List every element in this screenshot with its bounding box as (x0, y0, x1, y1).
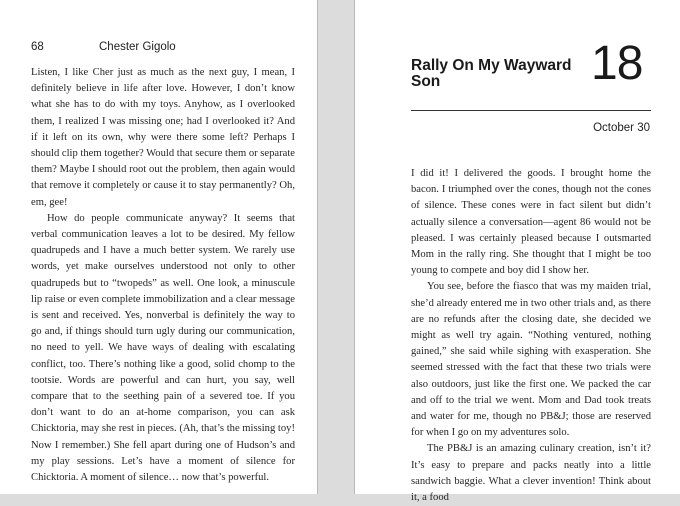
left-page (0, 0, 318, 494)
right-body-text (411, 166, 651, 506)
running-header (31, 41, 176, 53)
chapter-title: Rally On My Wayward Son (411, 57, 572, 90)
paragraph: The PB&J is an amazing culinary creation, isn’t it? It’s easy to prepare and packs neatly into a little sandwich baggie. What a clever invention! Think about it, a food (411, 443, 651, 504)
paragraph: I did it! I delivered the goods. I brought home the bacon. I triumphed over the cones, though not the cones of silence. These cones were in fact silent but didn’t actually silence a conversation—agent 86 would not be pleased. I was certainly pleased because I outsmarted Mom in the rally ring. She thought that I might be too young to compete and boy did I show her. (411, 168, 651, 277)
left-body-text (31, 65, 295, 486)
chapter-divider (411, 110, 651, 111)
running-head-title: Chester Gigolo (99, 41, 176, 53)
paragraph: How do people communicate anyway? It seems that verbal communication leaves a lot to be desired. My fellow quadrupeds and I have a much better system. We rarely use words, yet make ourselves understood not only to other quadrupeds but to “twopeds” as well. One look, a minuscule lip raise or even complete immobilization and a clear message is sent and received. Yes, nonverbal is definitely the way to go and, if things should turn ugly during our communication, no need to yell. We have ways of dealing with escalating conflict, too. There’s nothing like a good, solid chomp to the tootsie. Words are powerful and can hurt, you say, well compare that to the seething pain of a severed toe. If you don’t want to do an at-home comparison, you can ask Chicktoria, may she rest in pieces. (Ah, that’s the missing toy! Now I remember.) She fell apart during one of Hudson’s and my play sessions. Let’s have a moment of silence for Chicktoria. A moment of silence… now that’s powerful. (31, 212, 295, 484)
chapter-number: 18 (591, 37, 643, 90)
page-number: 68 (31, 41, 44, 53)
paragraph: Listen, I like Cher just as much as the next guy, I mean, I definitely believe in life after love. However, I don’t know what she has to do with my toys. Anyhow, as I overlooked them, I realized I was missing one; had I overlooked it? And if it left on its own, why were there some left? Perhaps I should clip them together? Would that secure them or separate them? Maybe I should root out the problem, then again would that remove it completely or cause it to stay permanently? Oh, em, gee! (31, 67, 296, 208)
right-page (354, 0, 680, 504)
paragraph: You see, before the fiasco that was my maiden trial, she’d already entered me in two other trials and, as there are no refunds after the closing date, she decided we might as well try again. “Nothing ventured, nothing gained,” she said while sighing with exasperation. She seemed stressed with the fact that these two trials were also outdoors, just like the first one. We packed the car and off to the trial we went. Mom and Dad took treats and water for me, though no PB&J; those are reserved for when I go on my adventures solo. (411, 281, 651, 439)
chapter-date: October 30 (593, 122, 650, 134)
